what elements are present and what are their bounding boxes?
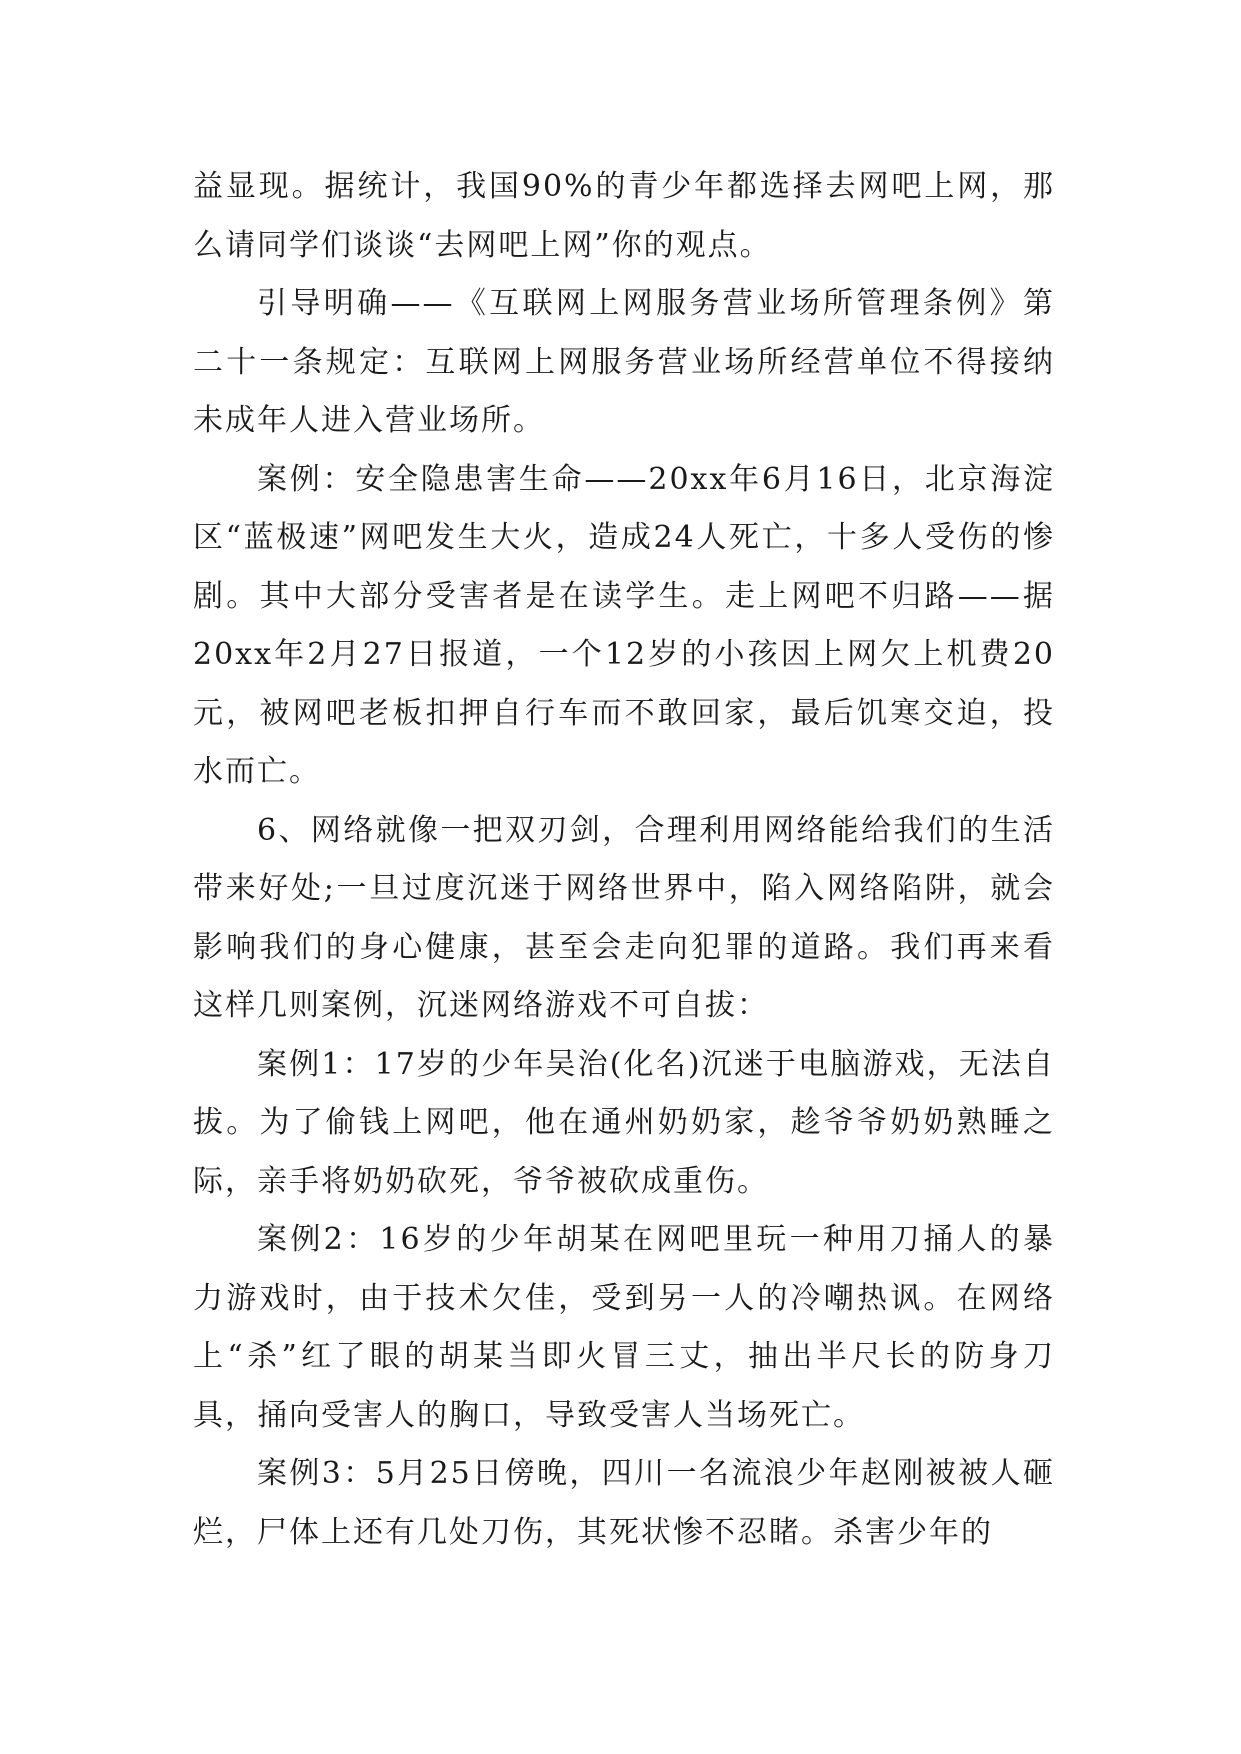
paragraph-7: 案例3：5月25日傍晚，四川一名流浪少年赵刚被被人砸烂，尸体上还有几处刀伤，其死状惨不忍睹。杀害少年的 [193, 1456, 1055, 1550]
paragraph-5: 案例1：17岁的少年吴治(化名)沉迷于电脑游戏，无法自拔。为了偷钱上网吧，他在通州奶奶家，趁爷爷奶奶熟睡之际，亲手将奶奶砍死，爷爷被砍成重伤。 [193, 1046, 1055, 1199]
paragraph-1: 益显现。据统计，我国90%的青少年都选择去网吧上网，那么请同学们谈谈“去网吧上网”你的观点。 [193, 169, 1055, 263]
paragraph-3: 案例：安全隐患害生命——20xx年6月16日，北京海淀区“蓝极速”网吧发生大火，造成24人死亡，十多人受伤的惨剧。其中大部分受害者是在读学生。走上网吧不归路——据20xx年2月27日报道，一个12岁的小孩因上网欠上机费20元，被网吧老板扣押自行车而不敢回家，最后饥寒交迫，投水而亡。 [193, 461, 1055, 789]
paragraph-4: 6、网络就像一把双刃剑，合理利用网络能给我们的生活带来好处;一旦过度沉迷于网络世界中，陷入网络陷阱，就会影响我们的身心健康，甚至会走向犯罪的道路。我们再来看这样几则案例，沉迷网络游戏不可自拔： [193, 812, 1055, 1023]
document-body [193, 158, 1055, 1562]
paragraph-2: 引导明确——《互联网上网服务营业场所管理条例》第二十一条规定：互联网上网服务营业场所经营单位不得接纳未成年人进入营业场所。 [193, 286, 1055, 438]
paragraph-6: 案例2：16岁的少年胡某在网吧里玩一种用刀捅人的暴力游戏时，由于技术欠佳，受到另一人的冷嘲热讽。在网络上“杀”红了眼的胡某当即火冒三丈，抽出半尺长的防身刀具，捅向受害人的胸口，导致受害人当场死亡。 [193, 1222, 1055, 1433]
